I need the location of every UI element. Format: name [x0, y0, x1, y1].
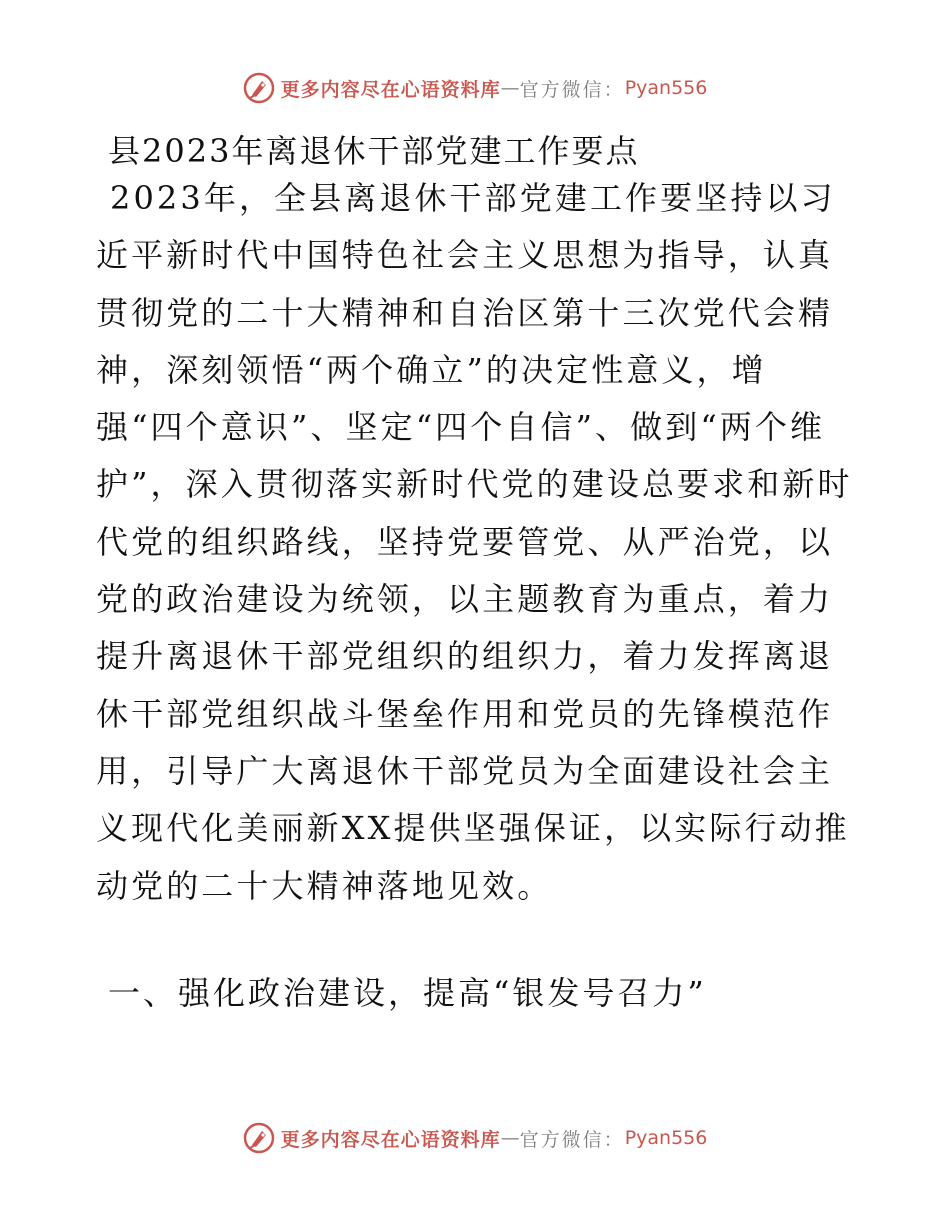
watermark-main-text: 更多内容尽在心语资料库: [280, 1128, 501, 1151]
pen-nib-logo-icon: [243, 1122, 275, 1154]
watermark-footer: [0, 1122, 950, 1154]
intro-paragraph: 2023年，全县离退休干部党建工作要坚持以习近平新时代中国特色社会主义思想为指导，认真贯彻党的二十大精神和自治区第十三次党代会精神，深刻领悟“两个确立”的决定性意义，增强“四个意识”、坚定“四个自信”、做到“两个维护”，深入贯彻落实新时代党的建设总要求和新时代党的组织路线，坚持党要管党、从严治党，以党的政治建设为统领，以主题教育为重点，着力提升离退休干部党组织的组织力，着力发挥离退休干部党组织战斗堡垒作用和党员的先锋模范作用，引导广大离退休干部党员为全面建设社会主义现代化美丽新XX提供坚强保证，以实际行动推动党的二十大精神落地见效。: [96, 179, 853, 905]
watermark-official-label: 官方微信：: [519, 1128, 625, 1151]
watermark-text: [281, 1125, 708, 1152]
watermark-text: [281, 75, 708, 102]
section-heading: 一、强化政治建设，提高“银发号召力”: [108, 974, 707, 1012]
watermark-dash: —: [500, 1127, 520, 1149]
pen-nib-logo-icon: [243, 72, 275, 104]
watermark-wechat-id: Pyan556: [624, 1127, 708, 1149]
watermark-dash: —: [500, 77, 520, 99]
document-title: 县2023年离退休干部党建工作要点: [108, 132, 640, 170]
watermark-official-label: 官方微信：: [519, 78, 625, 101]
watermark-header: [0, 72, 950, 104]
watermark-wechat-id: Pyan556: [624, 77, 708, 99]
watermark-main-text: 更多内容尽在心语资料库: [280, 78, 501, 101]
